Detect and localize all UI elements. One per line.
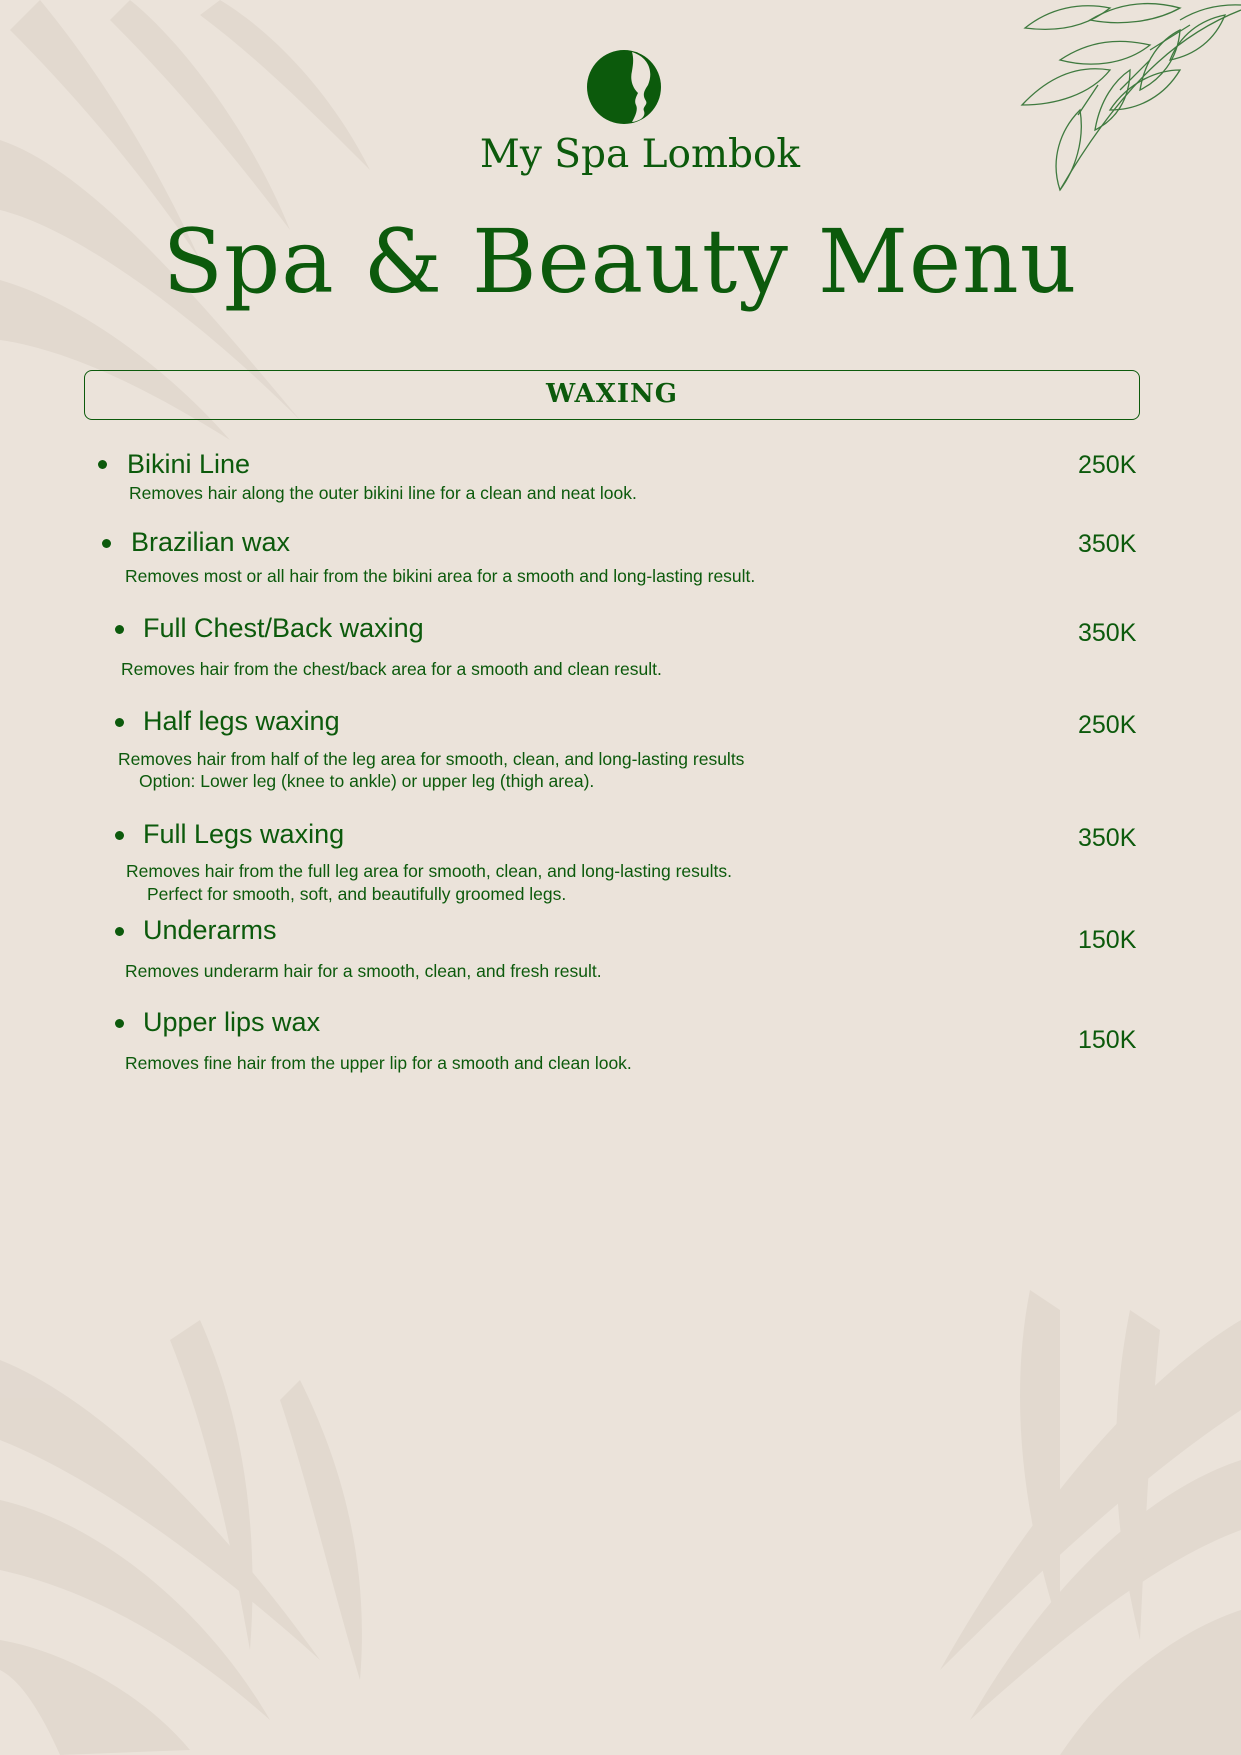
- bullet: [115, 927, 124, 936]
- bullet: [98, 460, 107, 469]
- service-description: Removes hair from half of the leg area for smooth, clean, and long-lasting results: [118, 749, 745, 769]
- service-note: Option: Lower leg (knee to ankle) or upper leg (thigh area).: [139, 771, 595, 791]
- page-title: Spa & Beauty Menu: [162, 210, 1078, 313]
- service-description: Removes hair along the outer bikini line for a clean and neat look.: [129, 483, 637, 503]
- bullet: [115, 831, 124, 840]
- service-description: Removes underarm hair for a smooth, clean, and fresh result.: [125, 961, 602, 981]
- bullet: [102, 539, 111, 548]
- service-price: 250K: [1078, 451, 1137, 479]
- service-description: Removes most or all hair from the bikini area for a smooth and long-lasting result.: [125, 566, 756, 586]
- service-price: 250K: [1078, 711, 1137, 739]
- palm-shadow-bottom-left: [0, 1320, 420, 1755]
- service-name: Full Legs waxing: [143, 819, 345, 849]
- service-description: Removes fine hair from the upper lip for a smooth and clean look.: [125, 1053, 632, 1073]
- section-title: WAXING: [545, 379, 678, 409]
- bullet: [115, 718, 124, 727]
- service-price: 350K: [1078, 824, 1137, 852]
- service-name: Brazilian wax: [131, 527, 291, 557]
- bullet: [115, 1019, 124, 1028]
- service-note: Perfect for smooth, soft, and beautifully groomed legs.: [147, 884, 567, 904]
- leaf-branch-decoration: [1020, 0, 1241, 200]
- service-name: Full Chest/Back waxing: [143, 613, 424, 643]
- section-header: [84, 370, 1140, 420]
- service-description: Removes hair from the full leg area for smooth, clean, and long-lasting results.: [126, 861, 732, 881]
- service-name: Underarms: [143, 915, 277, 945]
- service-price: 150K: [1078, 1026, 1137, 1054]
- brand-name: My Spa Lombok: [479, 132, 801, 177]
- service-description: Removes hair from the chest/back area for a smooth and clean result.: [121, 659, 662, 679]
- service-name: Half legs waxing: [143, 706, 340, 736]
- service-price: 150K: [1078, 926, 1137, 954]
- service-price: 350K: [1078, 530, 1137, 558]
- service-price: 350K: [1078, 619, 1137, 647]
- service-name: Bikini Line: [127, 449, 251, 479]
- woman-profile-icon: [586, 49, 662, 125]
- bullet: [115, 625, 124, 634]
- service-name: Upper lips wax: [143, 1007, 321, 1037]
- palm-shadow-bottom-right: [860, 1290, 1241, 1755]
